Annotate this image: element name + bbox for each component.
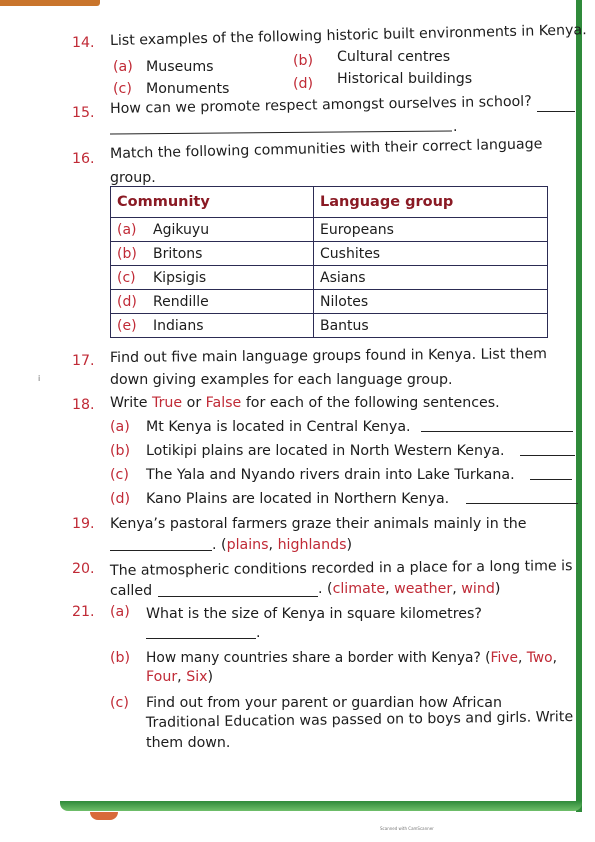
q15-text: How can we promote respect amongst ourselves in school? bbox=[109, 93, 532, 117]
q21b-text bbox=[146, 649, 557, 667]
q14-option-letter: (d) bbox=[293, 76, 314, 92]
row-letter: (b) bbox=[117, 245, 137, 262]
q17-number: 17. bbox=[72, 353, 95, 369]
language-group-cell: Asians bbox=[314, 266, 548, 290]
community-name: Kipsigis bbox=[153, 269, 207, 286]
table-row bbox=[111, 242, 548, 266]
scanner-watermark: Scanned with CamScanner bbox=[380, 826, 434, 831]
q18-or-word: or bbox=[186, 395, 202, 411]
q19-answer-line[interactable] bbox=[110, 550, 212, 551]
language-group-cell: Nilotes bbox=[314, 290, 548, 314]
q19-text-line: Kenya’s pastoral farmers graze their animals mainly in the bbox=[110, 516, 527, 532]
q18-rest: for each of the following sentences. bbox=[245, 395, 500, 411]
q15-number: 15. bbox=[72, 105, 95, 121]
q14-text: List examples of the following historic built environments in Kenya. bbox=[109, 22, 587, 49]
page-corner-decoration bbox=[90, 812, 118, 820]
q14-option-text: Cultural centres bbox=[337, 49, 451, 65]
community-cell bbox=[111, 290, 314, 314]
q21a-text: What is the size of Kenya in square kilometres? bbox=[146, 606, 482, 622]
q18-answer-line[interactable] bbox=[466, 503, 578, 504]
q18-false-word: False bbox=[205, 395, 242, 411]
q17-text-line: Find out five main language groups found in Kenya. List them bbox=[109, 346, 548, 366]
q19-close: ) bbox=[346, 537, 353, 553]
top-page-band bbox=[0, 0, 100, 6]
q18-write-word: Write bbox=[110, 395, 148, 411]
q18-item-letter: (b) bbox=[110, 443, 131, 459]
q14-option-text: Historical buildings bbox=[337, 71, 473, 87]
page-right-border bbox=[576, 0, 582, 812]
community-name: Indians bbox=[153, 317, 204, 334]
q21c-text-line: Find out from your parent or guardian how African bbox=[146, 695, 502, 711]
q21c-text-line: them down. bbox=[146, 735, 231, 751]
q16-text-line: group. bbox=[110, 170, 156, 186]
q21b-sep: , bbox=[177, 669, 187, 685]
q19-sep: , bbox=[268, 537, 278, 553]
community-name: Rendille bbox=[153, 293, 209, 310]
q20-choice: climate bbox=[332, 581, 386, 597]
q20-open: . ( bbox=[318, 581, 333, 597]
table-header-language-group: Language group bbox=[314, 187, 548, 218]
q20-text-line: The atmospheric conditions recorded in a place for a long time is bbox=[109, 558, 573, 579]
q20-sep: , bbox=[452, 581, 462, 597]
q19-choices bbox=[212, 536, 352, 554]
q20-called: called bbox=[110, 583, 153, 599]
q18-answer-line[interactable] bbox=[421, 431, 573, 432]
language-group-table bbox=[110, 186, 548, 338]
q21b-choice: Five bbox=[490, 650, 518, 666]
language-group-cell: Europeans bbox=[314, 218, 548, 242]
q16-text-line: Match the following communities with their correct language bbox=[109, 136, 543, 162]
q20-answer-line[interactable] bbox=[158, 596, 318, 597]
table-row bbox=[111, 290, 548, 314]
q20-number: 20. bbox=[72, 561, 95, 577]
q19-open: . ( bbox=[212, 537, 227, 553]
community-name: Agikuyu bbox=[153, 221, 210, 238]
q14-option-letter: (a) bbox=[113, 59, 133, 75]
community-name: Britons bbox=[153, 245, 203, 262]
q18-true-word: True bbox=[151, 395, 183, 411]
row-letter: (c) bbox=[117, 269, 136, 286]
q21b-question: How many countries share a border with Kenya? ( bbox=[146, 650, 491, 666]
community-cell bbox=[111, 266, 314, 290]
q20-choice: wind bbox=[461, 581, 495, 597]
q19-choice: highlands bbox=[277, 537, 347, 553]
table-header-row bbox=[111, 187, 548, 218]
community-cell bbox=[111, 242, 314, 266]
q19-number: 19. bbox=[72, 516, 95, 532]
q21-part-letter: (c) bbox=[110, 695, 129, 711]
q14-option-text: Monuments bbox=[146, 81, 230, 97]
row-letter: (e) bbox=[117, 317, 137, 334]
q15-answer-line[interactable] bbox=[537, 111, 575, 112]
table-header-community: Community bbox=[111, 187, 314, 218]
margin-mark: i bbox=[38, 374, 41, 383]
q18-answer-line[interactable] bbox=[530, 479, 572, 480]
q21b-choice: Six bbox=[186, 669, 208, 685]
language-group-cell: Cushites bbox=[314, 242, 548, 266]
table-row bbox=[111, 266, 548, 290]
q18-item-text: Lotikipi plains are located in North Western Kenya. bbox=[146, 443, 505, 459]
q20-choice: weather bbox=[394, 581, 453, 597]
q21a-answer-line[interactable] bbox=[146, 638, 256, 639]
row-letter: (a) bbox=[117, 221, 137, 238]
q21c-text-line: Traditional Education was passed on to boys and girls. Write bbox=[145, 709, 574, 731]
q21a-end: . bbox=[256, 625, 261, 641]
q15-end: . bbox=[453, 119, 458, 135]
q21b-choice: Two bbox=[526, 650, 553, 666]
q18-item-letter: (c) bbox=[110, 467, 129, 483]
q21b-sep: , bbox=[517, 650, 527, 666]
q20-choices bbox=[318, 580, 500, 598]
community-cell bbox=[111, 218, 314, 242]
q21-number: 21. bbox=[72, 604, 95, 620]
q18-item-letter: (a) bbox=[110, 419, 130, 435]
table-row bbox=[111, 218, 548, 242]
row-letter: (d) bbox=[117, 293, 137, 310]
q18-answer-line[interactable] bbox=[520, 455, 575, 456]
q20-close: ) bbox=[494, 581, 501, 597]
language-group-cell: Bantus bbox=[314, 314, 548, 338]
q21b-close: ) bbox=[207, 669, 214, 685]
q17-text-line: down giving examples for each language group. bbox=[110, 372, 453, 388]
q18-instruction bbox=[110, 394, 500, 412]
table-row bbox=[111, 314, 548, 338]
q15-answer-line[interactable] bbox=[110, 131, 452, 135]
q21b-text-cont bbox=[146, 668, 213, 686]
q14-number: 14. bbox=[72, 35, 95, 51]
q20-sep: , bbox=[385, 581, 395, 597]
q21-part-letter: (b) bbox=[110, 650, 131, 666]
q16-number: 16. bbox=[72, 151, 95, 167]
q18-item-text: The Yala and Nyando rivers drain into Lake Turkana. bbox=[146, 467, 515, 483]
community-cell bbox=[111, 314, 314, 338]
q18-item-text: Mt Kenya is located in Central Kenya. bbox=[146, 419, 411, 435]
q14-option-letter: (b) bbox=[293, 53, 314, 69]
q19-choice: plains bbox=[226, 537, 269, 553]
q18-item-text: Kano Plains are located in Northern Kenya. bbox=[146, 491, 450, 507]
q14-option-text: Museums bbox=[146, 59, 214, 75]
q21b-sep: , bbox=[552, 650, 557, 666]
q21-part-letter: (a) bbox=[110, 604, 130, 620]
q18-number: 18. bbox=[72, 397, 95, 413]
q14-option-letter: (c) bbox=[113, 81, 132, 97]
q18-item-letter: (d) bbox=[110, 491, 131, 507]
q21b-choice: Four bbox=[146, 669, 178, 685]
page-bottom-border bbox=[60, 801, 582, 811]
